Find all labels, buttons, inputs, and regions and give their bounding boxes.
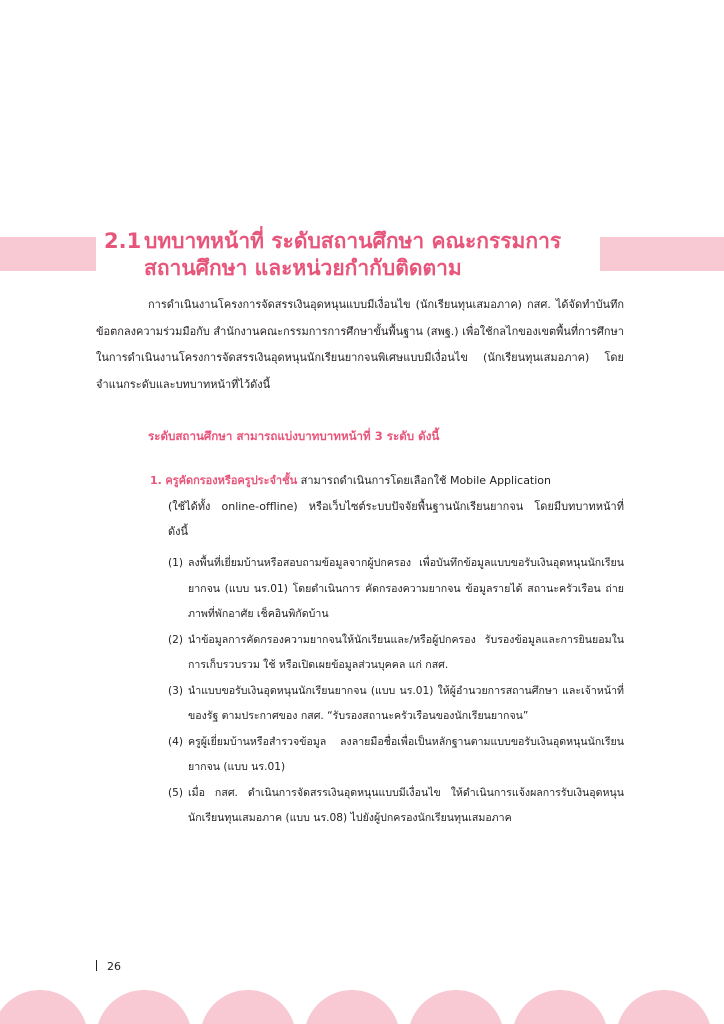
intro-text: การดำเนินงานโครงการจัดสรรเงินอุดหนุนแบบมีเงื่อนไข (นักเรียนทุนเสมอภาค) กสศ. ได้จัดทำบันทึกข้อตกลงความร่วมมือกับ สำนักงานคณะกรรมการการศึกษาขั้นพื้นฐาน (สพฐ.) เพื่อใช้กลไกของเขตพื้นที่การศึกษา ในการดำเนินงานโครงการจัดสรรเงินอุดหนุนนักเรียนยากจนพิเศษแบบมีเงื่อนไข (นักเรียนทุนเสมอภาค) โดย จำแนกระดับและบทบาทหน้าที่ไว้ดังนี้ [96,298,624,391]
sub-item-text: นำแบบขอรับเงินอุดหนุนนักเรียนยากจน (แบบ นร.01) ให้ผู้อำนวยการสถานศึกษา และเจ้าหน้าที่ของรัฐ ตามประกาศของ กสศ. “รับรองสถานะครัวเรือนของนักเรียนยากจน” [188,684,624,722]
heading-band-left [0,237,96,271]
decorative-circle [512,990,608,1024]
sub-item-list [168,551,624,832]
sub-item-marker: (4) [168,735,184,748]
decorative-circle [200,990,296,1024]
sub-item-text: ครูผู้เยี่ยมบ้านหรือสำรวจข้อมูล ลงลายมือชื่อเพื่อเป็นหลักฐานตามแบบขอรับเงินอุดหนุนนักเรียนยากจน (แบบ นร.01) [188,735,624,773]
list-item [168,781,624,832]
item1-text-rest: (ใช้ได้ทั้ง online-offline) หรือเว็บไซต์ระบบปัจจัยพื้นฐานนักเรียนยากจน โดยมีบทบาทหน้าที่ ดังนี้ [168,499,624,538]
decorative-circle [96,990,192,1024]
sub-item-marker: (5) [168,786,184,799]
list-item [168,679,624,730]
item1-text-line1: สามารถดำเนินการโดยเลือกใช้ Mobile Application [300,474,551,487]
decorative-circle [616,990,712,1024]
list-item [168,628,624,679]
sub-item-text: เมื่อ กสศ. ดำเนินการจัดสรรเงินอุดหนุนแบบมีเงื่อนไข ให้ดำเนินการแจ้งผลการรับเงินอุดหนุนนักเรียนทุนเสมอภาค (แบบ นร.08) ไปยังผู้ปกครองนักเรียนทุนเสมอภาค [188,786,624,824]
section-title-line2: สถานศึกษา และหน่วยกำกับติดตาม [144,256,462,280]
list-item-1 [150,468,624,545]
decorative-circle [0,990,88,1024]
section-heading [104,228,604,282]
sub-item-marker: (2) [168,633,184,646]
decorative-circle-row [0,990,724,1024]
page-number-divider [96,960,97,971]
intro-paragraph [96,292,624,398]
decorative-circle [408,990,504,1024]
sub-item-text: นำข้อมูลการคัดกรองความยากจนให้นักเรียนและ/หรือผู้ปกครอง รับรองข้อมูลและการยินยอมในการเก็บรวบรวม ใช้ หรือเปิดเผยข้อมูลส่วนบุคคล แก่ กสศ. [188,633,624,671]
sub-item-text: ลงพื้นที่เยี่ยมบ้านหรือสอบถามข้อมูลจากผู้ปกครอง เพื่อบันทึกข้อมูลแบบขอรับเงินอุดหนุนนักเรียนยากจน (แบบ นร.01) โดยดำเนินการ คัดกรองความยากจน ข้อมูลรายได้ สถานะครัวเรือน ถ่ายภาพที่พักอาศัย เช็คอินพิกัดบ้าน [188,557,624,620]
list-item [168,551,624,628]
sub-heading: ระดับสถานศึกษา สามารถแบ่งบาทบาทหน้าที่ 3 ระดับ ดังนี้ [148,429,440,443]
list-item [168,730,624,781]
heading-band-right [600,237,724,271]
item1-number: 1. [150,474,162,487]
section-title-line1: บทบาทหน้าที่ ระดับสถานศึกษา คณะกรรมการ [144,229,562,253]
item1-lead: ครูคัดกรองหรือครูประจำชั้น [165,474,298,487]
page-number [96,960,121,973]
decorative-circle [304,990,400,1024]
page-number-text: 26 [107,960,121,973]
sub-item-marker: (1) [168,557,184,569]
sub-item-marker: (3) [168,684,184,697]
section-number: 2.1 [104,229,142,253]
